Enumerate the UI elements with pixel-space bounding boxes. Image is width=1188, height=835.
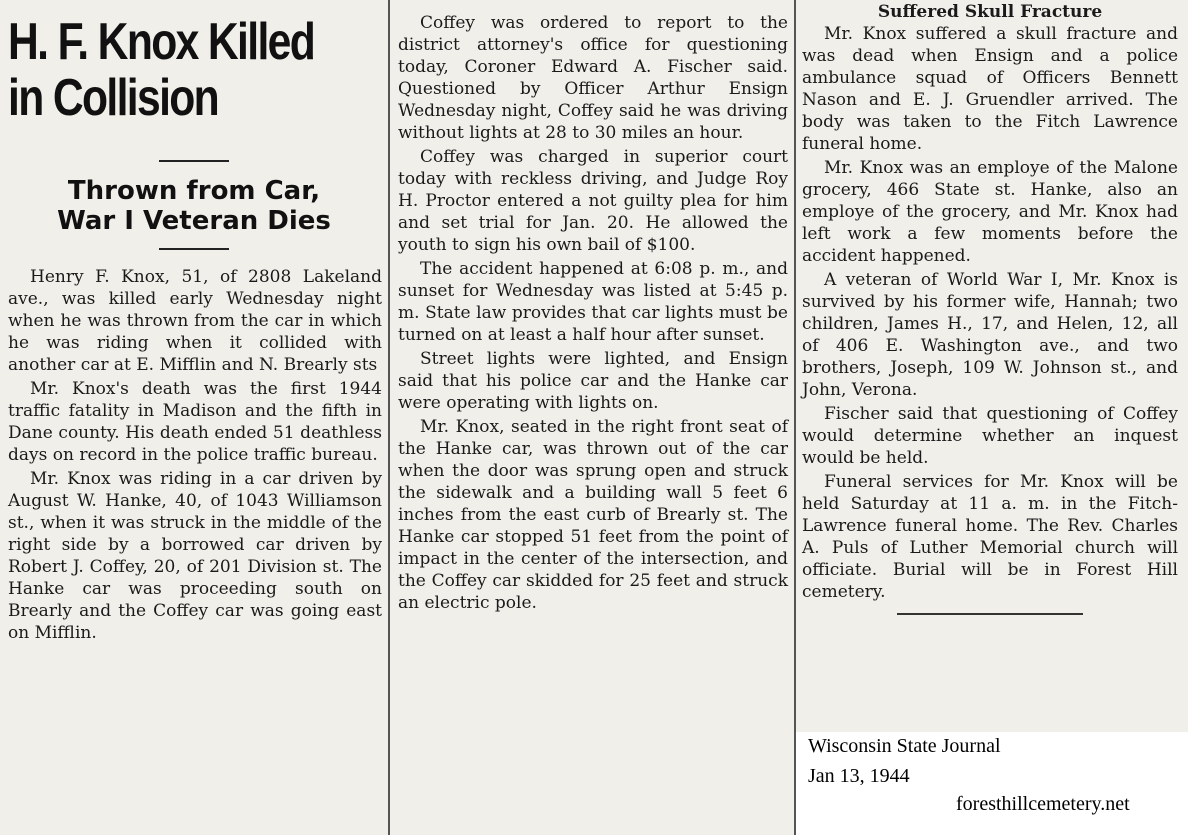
headline-line-2: in Collision	[8, 69, 219, 127]
article-column-3	[796, 0, 1188, 732]
paragraph: Mr. Knox was an employe of the Malone grocery, 466 State st. Hanke, also an employe of the grocery, and Mr. Knox had left work a few moments before the accident happened.	[802, 158, 1178, 266]
article-column-2	[390, 0, 794, 835]
headline	[8, 14, 385, 126]
paragraph: Mr. Knox's death was the first 1944 traffic fatality in Madison and the fifth in Dane county. His death ended 51 deathless days on record in the police traffic bureau.	[8, 379, 382, 465]
article-column-1	[0, 0, 388, 835]
paragraph: Mr. Knox suffered a skull fracture and was dead when Ensign and a police ambulance squad of Officers Bennett Nason and E. J. Gruendler arrived. The body was taken to the Fitch Lawrence funeral home.	[802, 24, 1178, 154]
section-heading: Suffered Skull Fracture	[877, 2, 1103, 22]
subheadline	[0, 176, 388, 236]
paragraph: The accident happened at 6:08 p. m., and sunset for Wednesday was listed at 5:45 p. m. State law provides that car lights must be turned on at least a half hour after sunset.	[398, 259, 788, 345]
paragraph: Henry F. Knox, 51, of 2808 Lakeland ave., was killed early Wednesday night when he was thrown from the car in which he was riding when it collided with another car at E. Mifflin and N. Brearly sts	[8, 267, 382, 375]
paragraph: A veteran of World War I, Mr. Knox is survived by his former wife, Hannah; two children, James H., 17, and Helen, 12, all of 406 E. Washington ave., and two brothers, Joseph, 109 W. Johnson st., and John, Verona.	[802, 270, 1178, 400]
publication-date: Jan 13, 1944	[808, 765, 910, 787]
publication-name: Wisconsin State Journal	[808, 735, 1001, 757]
end-rule	[897, 613, 1083, 615]
paragraph: Coffey was ordered to report to the district attorney's office for questioning today, Coroner Edward A. Fischer said. Questioned by Officer Arthur Ensign Wednesday night, Coffey said he was driving without lights at 28 to 30 miles an hour.	[398, 13, 788, 143]
paragraph: Mr. Knox, seated in the right front seat of the Hanke car, was thrown out of the car when the door was sprung open and struck the sidewalk and a building wall 5 feet 6 inches from the east curb of Brearly st. The Hanke car stopped 51 feet from the point of impact in the center of the intersection, and the Coffey car skidded for 25 feet and struck an electric pole.	[398, 417, 788, 613]
paragraph: Funeral services for Mr. Knox will be held Saturday at 11 a. m. in the Fitch-Lawrence funeral home. The Rev. Charles A. Puls of Luther Memorial church will officiate. Burial will be in Forest Hill cemetery.	[802, 472, 1178, 602]
paragraph: Street lights were lighted, and Ensign said that his police car and the Hanke car were operating with lights on.	[398, 349, 788, 413]
paragraph: Mr. Knox was riding in a car driven by August W. Hanke, 40, of 1043 Williamson st., when it was struck in the middle of the right side by a borrowed car driven by Robert J. Coffey, 20, of 201 Division st. The Hanke car was proceeding south on Brearly and the Coffey car was going east on Mifflin.	[8, 469, 382, 643]
column-2-body	[390, 12, 794, 614]
headline-line-1: H. F. Knox Killed	[8, 13, 315, 71]
website-credit: foresthillcemetery.net	[956, 793, 1130, 815]
paragraph: Fischer said that questioning of Coffey would determine whether an inquest would be held.	[802, 404, 1178, 468]
paragraph: Coffey was charged in superior court today with reckless driving, and Judge Roy H. Proctor entered a not guilty plea for him and set trial for Jan. 20. He allowed the youth to sign his own bail of $100.	[398, 147, 788, 255]
column-1-body	[0, 266, 388, 644]
subheadline-line-1: Thrown from Car,	[67, 176, 321, 206]
subheadline-line-2: War I Veteran Dies	[57, 206, 331, 236]
column-3-body	[796, 2, 1188, 615]
